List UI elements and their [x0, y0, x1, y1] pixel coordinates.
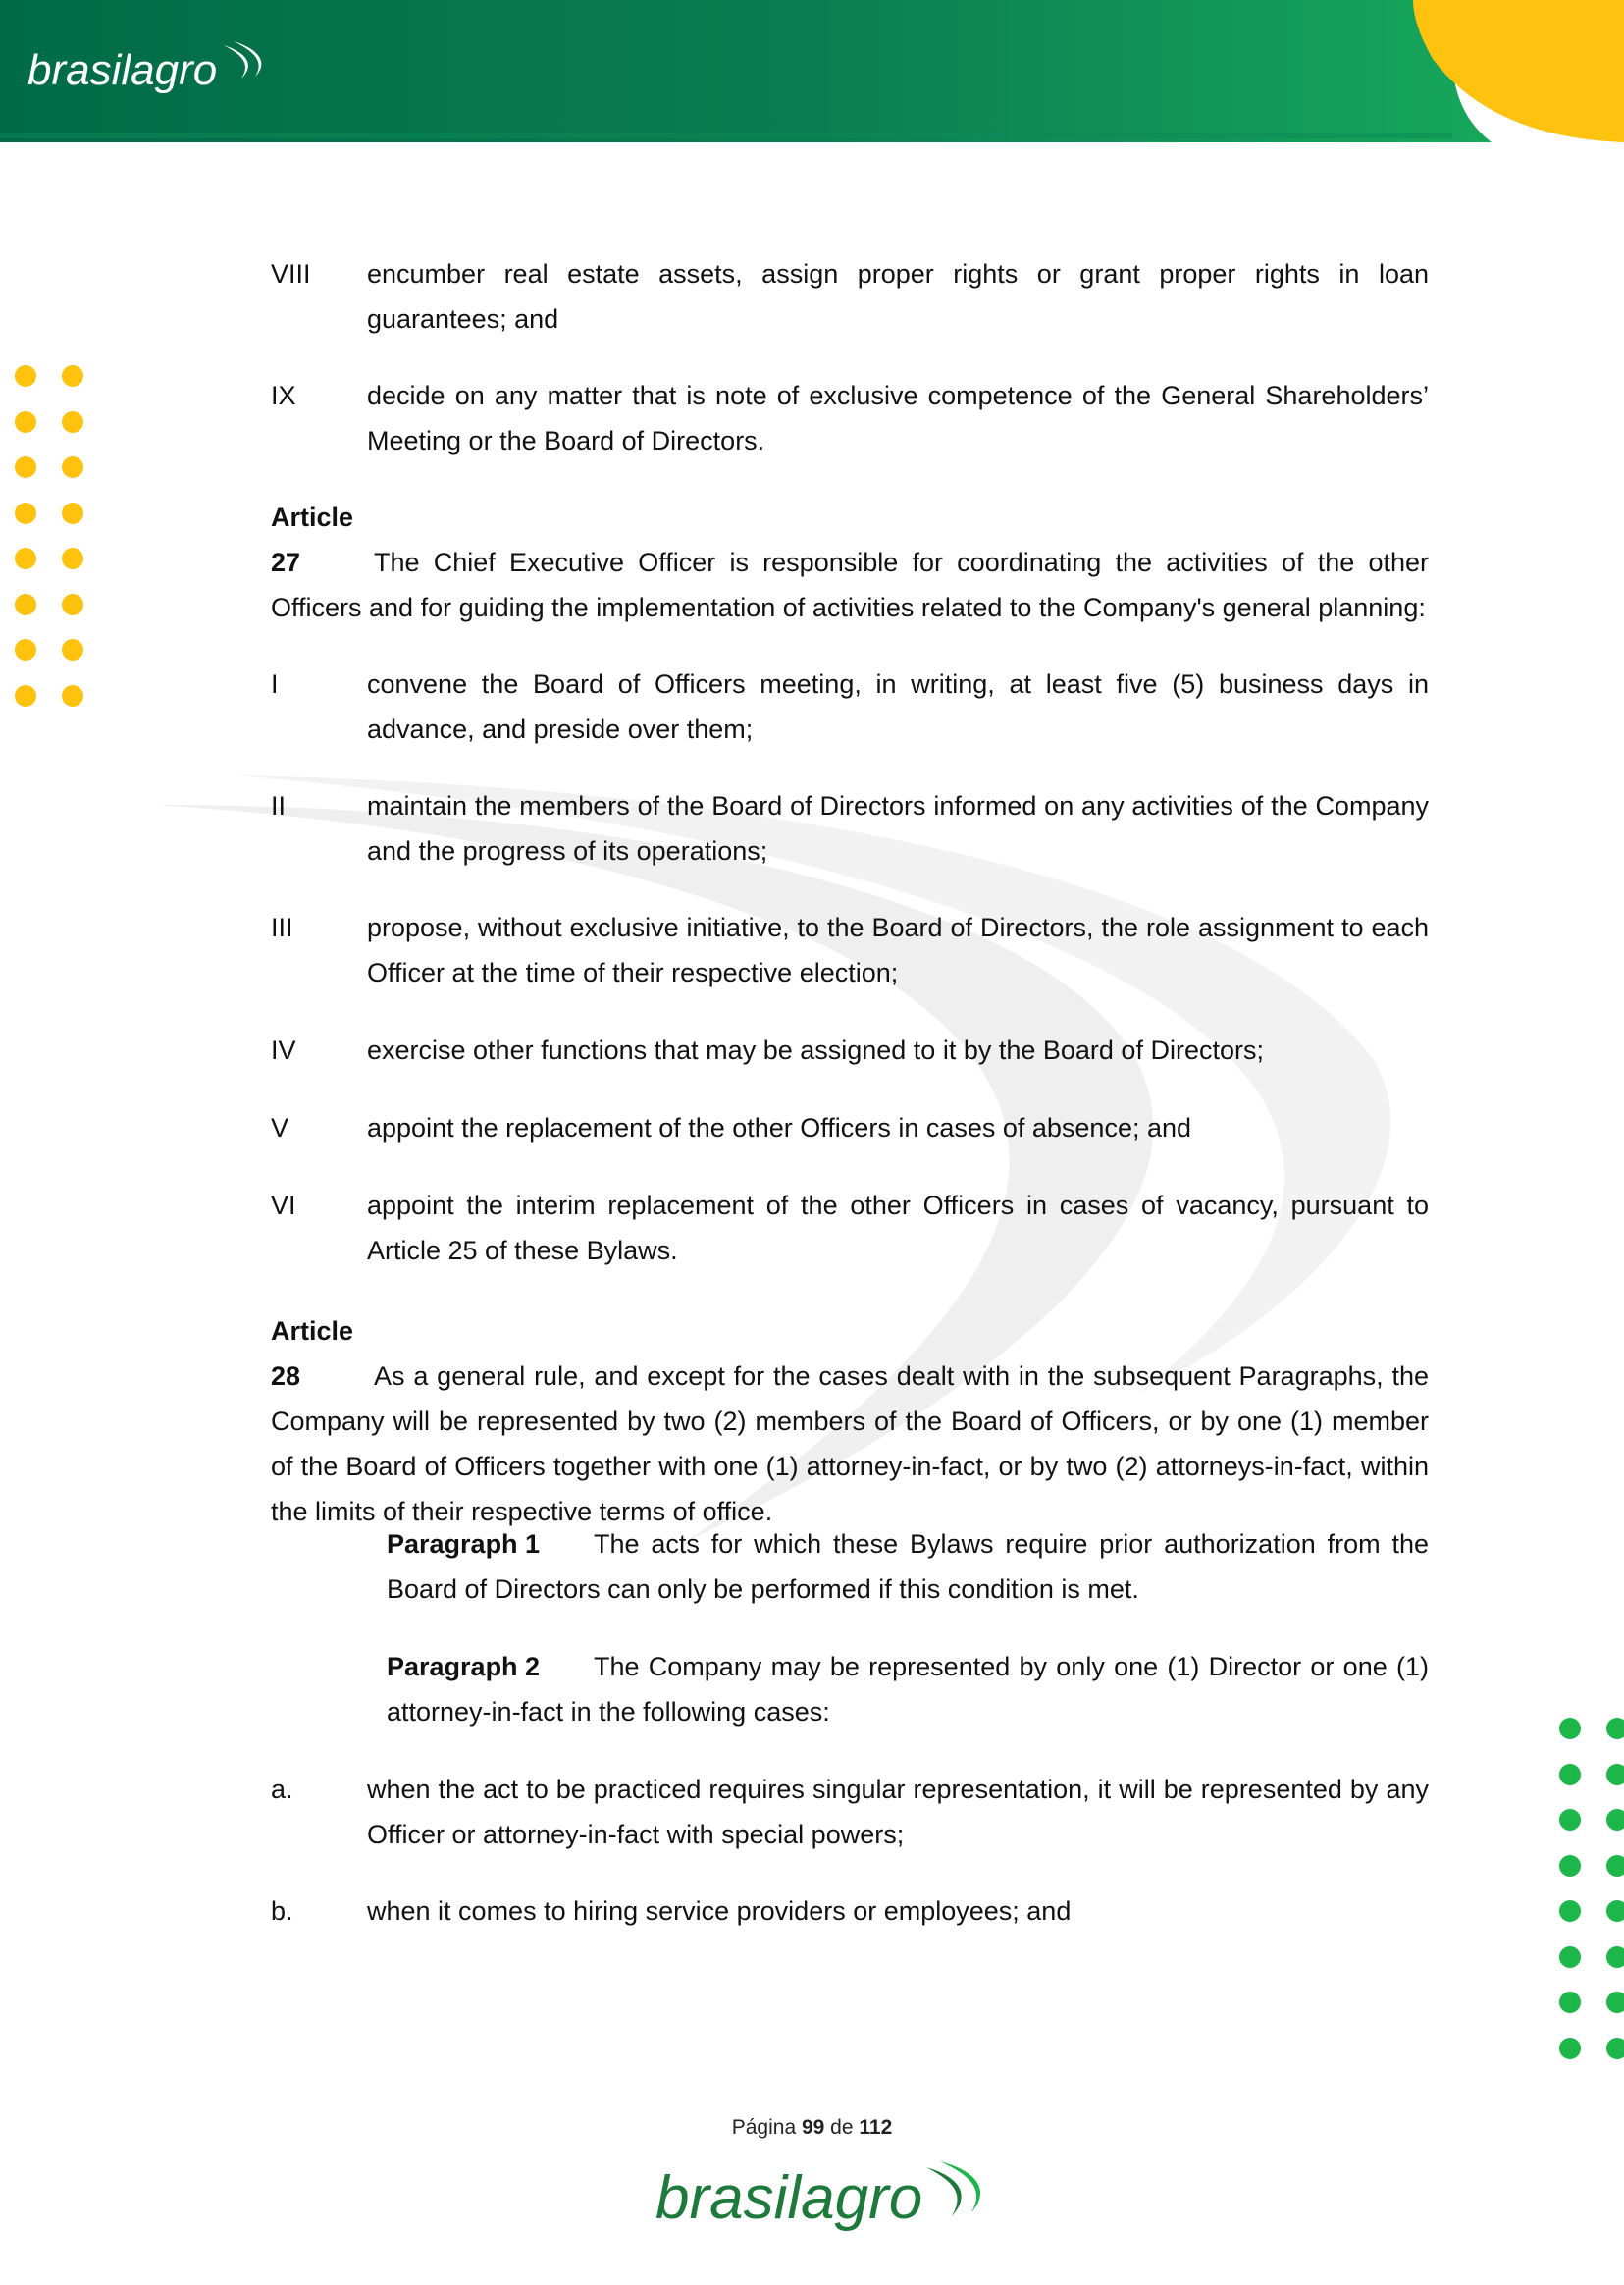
article-28-label: Article 28	[271, 1316, 354, 1391]
item-text: appoint the replacement of the other Officers in cases of absence; and	[367, 1113, 1192, 1142]
item-letter: b.	[271, 1896, 293, 1926]
item-text: when it comes to hiring service providers or employees; and	[367, 1896, 1072, 1926]
page-total: 112	[859, 2116, 893, 2139]
item-number: VI	[271, 1191, 296, 1220]
swoosh-icon	[224, 41, 261, 79]
page-sep: de	[830, 2116, 854, 2139]
swoosh-icon	[926, 2161, 980, 2216]
article-28-text: As a general rule, and except for the cases dealt with in the subsequent Paragraphs, the Company will be represented by two (2) members of the Board of Officers, or by one (1) member of the Board of Officers together with one (1) attorney-in-fact, or by two (2) attorneys-in-fact, within the limits of their respective terms of office.	[271, 1361, 1429, 1526]
item-number: V	[271, 1113, 289, 1142]
paragraph-2-label: Paragraph 2	[387, 1652, 541, 1681]
paragraph-2	[387, 1644, 1429, 1734]
item-number: VIII	[271, 259, 311, 289]
item-letter: a.	[271, 1775, 293, 1804]
item-text: propose, without exclusive initiative, to the Board of Directors, the role assignment to each Officer at the time of their respective election;	[367, 913, 1429, 987]
paragraph-2-text: The Company may be represented by only one (1) Director or one (1) attorney-in-fact in the following cases:	[387, 1652, 1429, 1727]
decorative-dots-right	[1559, 1718, 1624, 2059]
page-prefix: Página	[731, 2116, 797, 2139]
item-text: maintain the members of the Board of Directors informed on any activities of the Company and the progress of its operations;	[367, 791, 1429, 866]
item-text: encumber real estate assets, assign proper rights or grant proper rights in loan guarantees; and	[367, 259, 1429, 334]
page-number	[0, 2116, 1624, 2140]
paragraph-1	[387, 1521, 1429, 1612]
article-27	[271, 495, 1429, 630]
brand-logo-header	[26, 33, 281, 102]
item-number: IX	[271, 381, 296, 410]
item-text: when the act to be practiced requires singular representation, it will be represented by any Officer or attorney-in-fact with special powers;	[367, 1775, 1429, 1849]
item-number: II	[271, 791, 287, 821]
item-number: I	[271, 669, 279, 699]
item-text: appoint the interim replacement of the other Officers in cases of vacancy, pursuant to Article 25 of these Bylaws.	[367, 1191, 1429, 1265]
brand-name-footer: brasilagro	[655, 2164, 923, 2232]
decorative-dots-left	[15, 365, 83, 707]
article-27-text: The Chief Executive Officer is responsible for coordinating the activities of the other Officers and for guiding the implementation of activities related to the Company's general planning:	[271, 548, 1429, 622]
item-text: exercise other functions that may be assigned to it by the Board of Directors;	[367, 1036, 1264, 1065]
item-text: convene the Board of Officers meeting, in writing, at least five (5) business days in advance, and preside over them;	[367, 669, 1429, 744]
item-number: IV	[271, 1036, 296, 1065]
item-text: decide on any matter that is note of exclusive competence of the General Shareholders’ Meeting or the Board of Directors.	[367, 381, 1429, 455]
article-27-label: Article 27	[271, 503, 354, 577]
paragraph-1-label: Paragraph 1	[387, 1529, 541, 1559]
item-number: III	[271, 913, 293, 942]
brand-name-header: brasilagro	[27, 46, 218, 94]
brand-logo-footer	[654, 2152, 1007, 2246]
article-28	[271, 1308, 1429, 1534]
paragraph-1-text: The acts for which these Bylaws require prior authorization from the Board of Directors can only be performed if this condition is met.	[387, 1529, 1429, 1604]
page-current: 99	[801, 2116, 825, 2139]
